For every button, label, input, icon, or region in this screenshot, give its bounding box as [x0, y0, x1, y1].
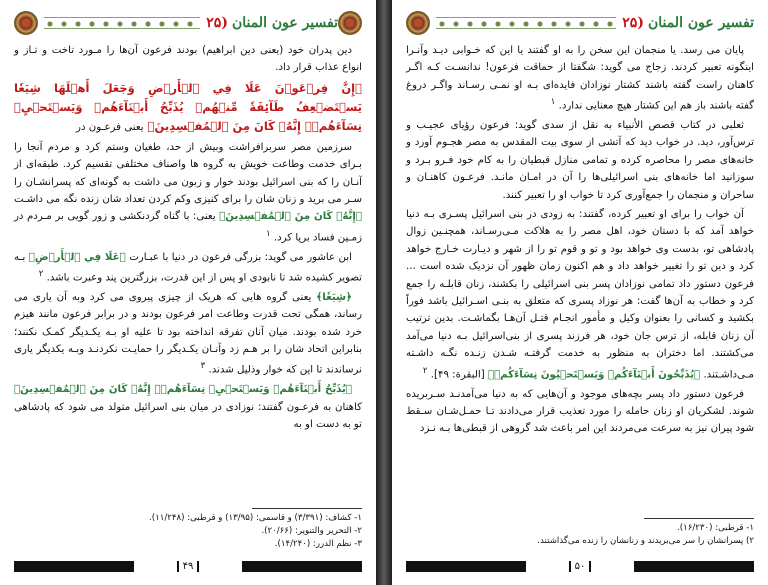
left-page [0, 0, 376, 585]
footnote: ۱- قرطبی: (۱۶/۲۳۰). [677, 523, 754, 533]
footnote: ۳- نظم الدرر: (۱۴/۲۴۰). [274, 539, 362, 549]
quote-gloss: یعنی گروه هایی که هریک از چیزی پیروی می کرد وبه آن یاری [32, 291, 312, 303]
paragraph: فرعون دستور داد پسر بچه‌های موجود و آن‌هایی که به دنیا می‌آمدنـد سـربریده شوند. لشکریان او زنان حامله را مورد تعذیب قرار می‌دادند تـا حمـل‌شـان سـقط شود پیران نیز به سرعت می‌مردند این امر باعث شد گروهی از قبطی‌ها بـه نـزد [406, 388, 754, 435]
right-page [392, 0, 768, 585]
paragraph-text: ابن عاشور می گوید: بزرگی فرعون در دنیا با عبـارت [129, 251, 352, 263]
medallion-icon [338, 11, 362, 35]
footnote-mark: ٢ [38, 269, 44, 280]
footnotes [406, 518, 754, 548]
page-footer [14, 559, 362, 573]
ayah-gloss: یعنی فرعـون در [76, 121, 144, 133]
quran-quote: ﴿شِيَعٗا﴾ [316, 291, 352, 303]
paragraph-text: می رساند، همگی تحت قدرت وطاعت امر فرعون بودند و در برابر فرعون مانند هیزم خرد شده بودند. میان آنان تفرقه انداخته بود تا علیه او بـه یکـدیگر کمـک نکنند؛ بنابراین اتحاد شان را بر هـم زد وآنـان یکـدیگر را حمایـت نکردنـد وبـه یکدیگر یاری نرساندند تا این که خوار وذلیل شدند. [14, 291, 362, 376]
footnote-rule [644, 518, 754, 519]
book-gutter [376, 0, 392, 585]
ornament-divider [44, 17, 200, 29]
medallion-icon [14, 11, 38, 35]
footer-bar [406, 561, 526, 572]
surah-number: (۲۵ [622, 15, 644, 31]
paragraph [14, 381, 362, 433]
footnote: ۱- کشاف: (۳/۳۹۱) و قاسمی: (۱۳/۹۵) و قرطبی: (۱۱/۲۴۸). [149, 513, 362, 523]
paragraph [14, 289, 362, 379]
ayah-block [14, 79, 362, 137]
paragraph: ثعلبی در کتاب قصص الأنبیاء به نقل از سدی گوید: فرعون رؤیای عجیـب و ترس‌آور، دید. در خواب دید که آتشی از سوی بیت المقدس به مصر هجـوم آورد و خانه‌های مصر را محاصره کرده و تمامی منازل قبطیان را به کام خود فـرو بـرد و سوزانید اما خانه‌های بنی اسرائیلی‌ها را آن در امـان مانـد. فرعـون کاهنـان و ساحران و منجمان را جمع‌آوری کرد تا خواب او را تعبیر کنند. [406, 120, 754, 201]
page-number: ۵۰ [569, 561, 592, 572]
quran-quote: ﴿عَلَا فِي ٱلۡأَرۡضِ﴾ [28, 251, 126, 263]
footer-bar [634, 561, 754, 572]
quote-reference: [البقرة: ۴۹]. [430, 369, 485, 381]
paragraph [14, 139, 362, 247]
paragraph-text: تصویر کشیده شد تا نابودی او پس از این قدرت، بزرگترین پند وعبرت باشد. [46, 272, 362, 284]
quote-tail: بـه [14, 251, 26, 263]
footnote-mark: ٢ [422, 365, 428, 376]
footnotes [14, 508, 362, 551]
page-body [406, 42, 754, 438]
footnote: ۲) پسرانشان را سر می‌بریدند و زنانشان را زنده می‌گذاشتند. [537, 536, 754, 546]
ayah-text: ﴿إِنَّ فِرۡعَوۡنَ عَلَا فِي ٱلۡأَرۡضِ وَجَعَلَ أَهۡلَهَا شِيَعٗا يَسۡتَضۡعِفُ طَآئِفَةٗ مِّنۡهُمۡ يُذَبِّحُ أَبۡنَآءَهُمۡ وَيَسۡتَحۡيِۦ نِسَآءَهُمۡۚ إِنَّهُۥ كَانَ مِنَ ٱلۡمُفۡسِدِينَ﴾ [14, 80, 362, 133]
header-title [622, 15, 754, 31]
quote-gloss: کاهنان به فرعـون [286, 401, 362, 413]
page-body [14, 42, 362, 433]
page-header [406, 10, 754, 36]
paragraph [14, 249, 362, 287]
book-title: تفسیر عون المنان [231, 15, 338, 31]
footnote-mark: ١ [266, 228, 271, 239]
medallion-icon [406, 11, 430, 35]
surah-number: (۲۵ [206, 15, 228, 31]
paragraph: دین پدران خود (یعنی دین ابراهیم) بودند فرعون آن‌ها را مـورد تاخت و تـاز و انواع عذاب قرار داد. [14, 45, 362, 74]
page-number: ۴۹ [177, 561, 200, 572]
footnote-mark: ٣ [200, 361, 206, 372]
quran-quote: ﴿يُذَبِّحُونَ أَبۡنَآءَكُمۡ وَيَسۡتَحۡيُونَ نِسَآءَكُمۡ﴾ [487, 369, 701, 381]
quote-gloss: یعنی: با گناه گردنکشی و زور گویی بر مـردم در زمـین فساد برپا کرد. [14, 211, 362, 244]
footnote: ۲- التحریر والتنویر: (۲۰/۶۶). [261, 526, 362, 536]
quran-quote: ﴿يُذَبِّحُ أَبۡنَآءَهُمۡ وَيَسۡتَحۡيِۦ نِسَآءَهُمۡۚ إِنَّهُۥ كَانَ مِنَ ٱلۡمُفۡسِدِينَ﴾ [14, 384, 352, 396]
paragraph [406, 42, 754, 115]
footnote-rule [252, 508, 362, 509]
paragraph [406, 206, 754, 383]
footer-bar [242, 561, 362, 572]
header-title [206, 15, 338, 31]
paragraph-text: آن خواب را برای او تعبیر کرده، گفتند: به زودی در بنی اسرائیل پسـری بـه دنیا خواهد آمد که با دستان خود، اهل مصر را به هلاکت مـی‌رسـاند، همچنـین زوال پادشاهی تو، بدست وی خواهد بود و تو و قوم تو را از شهر و دیـارت خـارج خواهد کرد و دین تو را تغییر خواهد داد و هم اکنون زمان ظهور آن نزدیک شده است ... فرعون دستور داد تمامی نوزادان پسر بنی اسرائیلی را بکشند، زنان قابلـه را جمع کرد و خطاب به آن‌ها گفت: هر نوزاد پسری که متعلق به بنـی اسـرائیل باشد فوراً بکشید و کسانی را بعنوان وکیل و مأمور انجـام قتـل آن‌هـا بگماشـت. بدین ترتیب آن زنان قابله، از ترس جان خود، هر فرزند پسری از بنی‌اسرائیل بـه دنیا می‌آمد می‌کشتند. اما دختران به منظور به خدمت گرفتـه شـدن زنـده نگـه داشـته مـی‌داشـتند. [406, 209, 754, 381]
paragraph-text: گفتند: نوزادی در میان بنی اسرائیل متولد می شود که پادشاهی تو به دست او به [14, 401, 362, 431]
page-header [14, 10, 362, 36]
book-title: تفسیر عون المنان [647, 15, 754, 31]
paragraph-text: پایان می رسد. یا منجمان این سخن را به او گفتند یا این که خـوابی دیـد وآنـرا اینگونه تعبیر کردند. زجاج می گوید: شگفتا از حماقت فرعون! ندانسـت کـه اگـر کاهنان راست گفته باشند کشتار نوزادان فایده‌ای بـه او نمـی رسـاند واگـر دروغ گفته باشند باز هم این کشتار هیچ معنایی ندارد. [406, 45, 754, 112]
paragraph-text: سرزمین مصر سربرافراشت وبیش از حد، طغیان وستم کرد و مردم آنجا را بـرای خدمت وطاعت خویش به گروه ها واصناف مختلفی تقسیم کرد. طبقه‌ای از آنـان را که بنی اسرائیل بودند خوار و زبون می داشت به گونه‌ای که پسرانشـان را سـر می برید و زنان شان را برای کنیزی وکم کردن تعداد شان زنده نگه می داشـت [14, 141, 362, 206]
ornament-divider [436, 17, 616, 29]
footer-bar [14, 561, 134, 572]
footnote-mark: ١ [550, 97, 556, 108]
page-footer [406, 559, 754, 573]
quran-quote: ﴿إِنَّهُۥ كَانَ مِنَ ٱلۡمُفۡسِدِينَ﴾ [219, 211, 362, 223]
